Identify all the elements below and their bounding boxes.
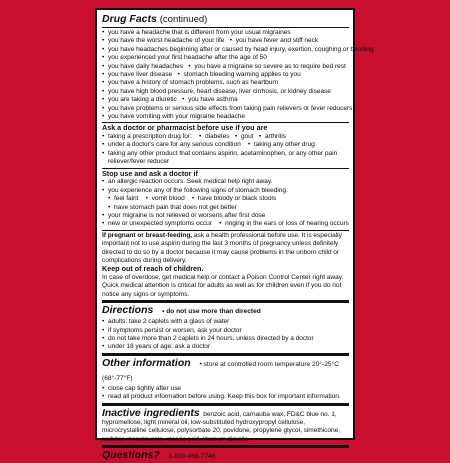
- pregnancy-warning: If pregnant or breast-feeding, ask a health professional before use. It is especially important not to use aspirin during the last 3 months of pregnancy unless definitely directed to do so by a doctor because it may cause problems in the unborn child or complications during delivery.: [102, 231, 342, 264]
- list-item: • you have problems or serious side effects from taking pain relievers or fever reducers: [102, 104, 353, 112]
- overdose-text: In case of overdose, get medical help or contact a Poison Control Center right away. Quick medical attention is critical for adults as well as for children even if you do not notice any signs or symptoms.: [102, 273, 344, 298]
- phone-number: 1-800-468-7746: [168, 453, 216, 461]
- list-item: • taking any other product that contains aspirin, acetaminophen, or any other pain: [102, 149, 338, 157]
- list-item: • feel faint • vomit blood • have bloody or black stools: [108, 195, 277, 203]
- list-item: • you have vomiting with your migraine headache: [102, 113, 246, 121]
- inactive-ingredients-text: Inactive ingredients benzoic acid, carnauba wax, FD&C blue no. 1, hypromellose, light mineral oil, low-substituted hydroxypropyl cellulose, microcrystalline cellulose, polysorbate 20, povidone, propylene glycol, simethicone, sorbitan monolaurate, stearic acid, titanium dioxide: [102, 406, 341, 443]
- drug-facts-panel: [95, 8, 374, 462]
- directions-heading: Directions • do not use more than directed: [102, 304, 261, 317]
- pregnancy-section: [102, 230, 349, 299]
- list-item: • you have headaches beginning after or caused by head injury, exertion, coughing or bending: [102, 45, 374, 53]
- list-item: • if symptoms persist or worsen, ask your doctor: [102, 326, 242, 334]
- list-item: • you have liver disease • stomach bleeding warning applies to you: [102, 71, 301, 79]
- directions-section: [102, 300, 349, 352]
- list-item: • you experience any of the following signs of stomach bleeding:: [102, 186, 288, 194]
- inactive-ingredients-section: [102, 403, 349, 445]
- list-item: • under 18 years of age: ask a doctor: [102, 343, 210, 351]
- ask-pharmacist-heading: Ask a doctor or pharmacist before use if you are: [102, 123, 268, 133]
- drug-facts-title: Drug Facts (continued): [102, 13, 208, 25]
- other-info-heading: Other information • store at controlled room temperature 20°-25°C (68°-77°F): [102, 356, 339, 382]
- other-info-section: [102, 353, 349, 402]
- questions-heading: Questions? 1-800-468-7746: [102, 449, 216, 462]
- ask-pharmacist-section: [102, 122, 349, 166]
- list-item: • you are taking a diuretic • you have asthma: [102, 96, 238, 104]
- list-item: • close cap tightly after use: [102, 384, 182, 392]
- list-item-continued: reliever/fever reducer: [108, 158, 170, 166]
- list-item: • you have a history of stomach problems, such as heartburn: [102, 79, 279, 87]
- list-item: • you have the worst headache of your life • you have fever and stiff neck: [102, 37, 319, 45]
- ask-doctor-section: [102, 27, 374, 121]
- list-item: • read all product information before using. Keep this box for important information.: [102, 393, 341, 401]
- list-item: • have stomach pain that does not get better: [108, 203, 237, 211]
- keep-out-heading: Keep out of reach of children.: [102, 264, 204, 274]
- list-item: • an allergic reaction occurs. Seek medical help right away.: [102, 178, 273, 186]
- stop-use-heading: Stop use and ask a doctor if: [102, 168, 198, 178]
- list-item: • do not take more than 2 caplets in 24 hours, unless directed by a doctor: [102, 334, 314, 342]
- list-item: • you have a headache that is different from your usual migraines: [102, 29, 291, 36]
- list-item: • you have high blood pressure, heart disease, liver cirrhosis, or kidney disease: [102, 87, 331, 95]
- list-item: • taking a prescription drug for: • diabetes • gout • arthritis: [102, 133, 287, 141]
- list-item: • you have daily headaches • you have a migraine so severe as to require bed rest: [102, 62, 346, 70]
- stop-use-section: [102, 168, 349, 229]
- list-item: • adults: take 2 caplets with a glass of water: [102, 318, 230, 326]
- list-item: • under a doctor's care for any serious condition • taking any other drug: [102, 141, 315, 149]
- list-item: • new or unexpected symptoms occur • ringing in the ears or loss of hearing occurs: [102, 220, 349, 228]
- list-item: • your migraine is not relieved or worsens after first dose: [102, 211, 266, 219]
- questions-section: [102, 445, 349, 463]
- list-item: • you experienced your first headache after the age of 50: [102, 54, 267, 62]
